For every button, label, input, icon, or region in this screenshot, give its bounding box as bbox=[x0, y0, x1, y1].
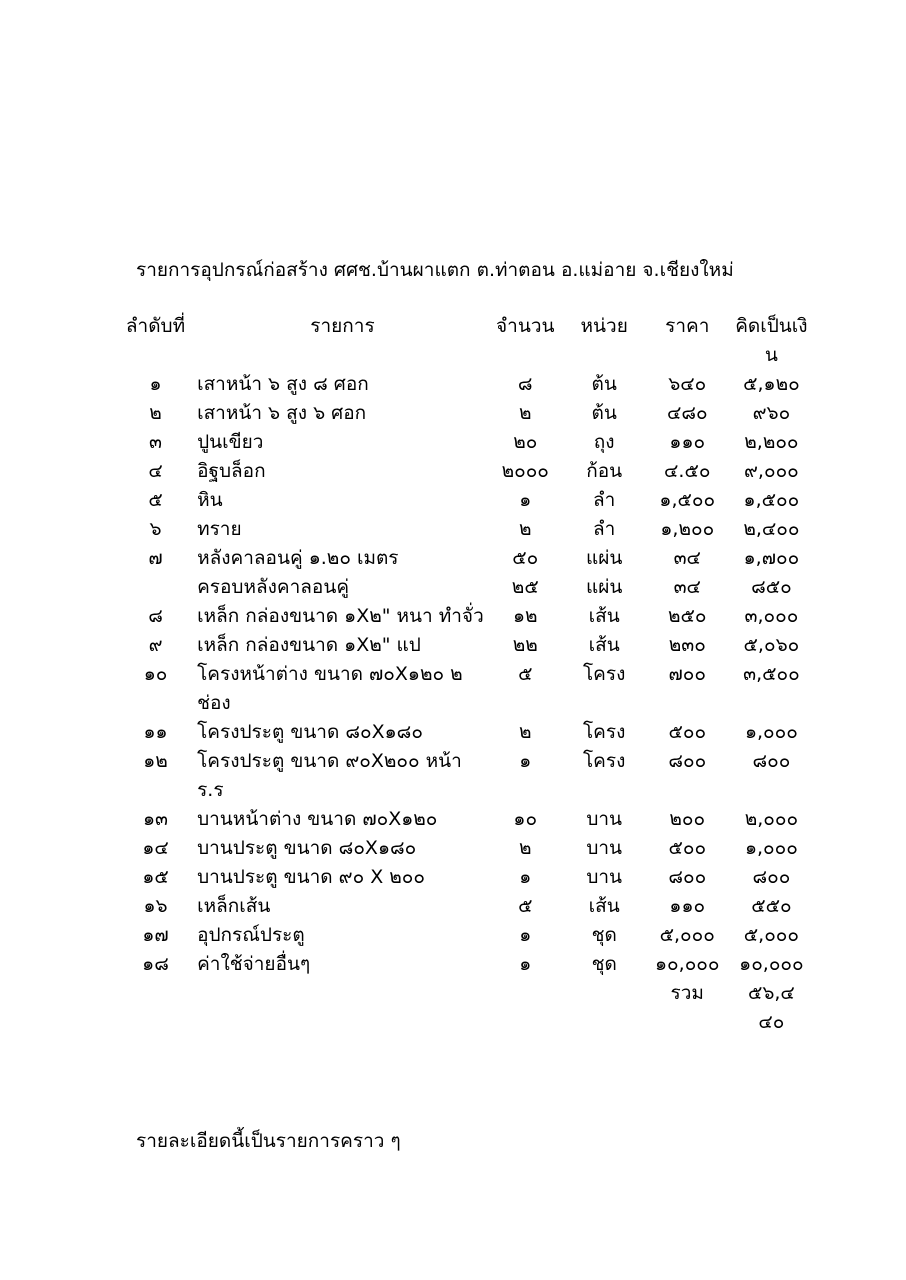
table-row bbox=[114, 660, 814, 718]
row-qty: ๒๒ bbox=[512, 634, 538, 656]
row-qty: ๕ bbox=[518, 895, 533, 917]
row-total: ๑,๕๐๐ bbox=[743, 489, 800, 511]
row-unit: ถุง bbox=[593, 431, 615, 453]
row-item: เหล็ก กล่องขนาด ๑X๒" แป bbox=[197, 634, 421, 656]
row-price: ๓๔ bbox=[673, 576, 701, 598]
row-price: ๔๘๐ bbox=[666, 402, 708, 424]
row-price: ๑๑๐ bbox=[669, 431, 706, 453]
row-unit: ชุด bbox=[591, 953, 617, 975]
row-price: ๒๓๐ bbox=[668, 634, 706, 656]
row-qty: ๒ bbox=[518, 837, 532, 859]
document-title: รายการอุปกรณ์ก่อสร้าง ศศช.บ้านผาแตก ต.ท่าตอน อ.แม่อาย จ.เชียงใหม่ bbox=[136, 259, 734, 281]
row-item: ปูนเขียว bbox=[197, 431, 264, 453]
row-number: ๒ bbox=[149, 402, 162, 424]
table-row bbox=[114, 950, 814, 979]
row-total: ๙,๐๐๐ bbox=[744, 460, 799, 482]
table-body bbox=[114, 370, 814, 979]
table-row bbox=[114, 834, 814, 863]
row-unit: ก้อน bbox=[586, 460, 623, 482]
table-row bbox=[114, 544, 814, 573]
row-number: ๑๑ bbox=[143, 721, 168, 743]
row-unit: เส้น bbox=[588, 605, 620, 627]
table-row bbox=[114, 515, 814, 544]
row-unit: โครง bbox=[582, 721, 626, 743]
row-item: อิฐบล็อก bbox=[197, 460, 266, 482]
table-row bbox=[114, 370, 814, 399]
row-total: ๑,๗๐๐ bbox=[743, 547, 800, 569]
row-total: ๒,๐๐๐ bbox=[744, 808, 799, 830]
summary-empty-cell bbox=[563, 979, 646, 1037]
row-number: ๕ bbox=[148, 489, 163, 511]
row-unit: บาน bbox=[586, 808, 623, 830]
row-total: ๓,๐๐๐ bbox=[744, 605, 799, 627]
row-qty: ๕ bbox=[518, 663, 533, 685]
header-total: คิดเป็นเงิน bbox=[735, 315, 808, 366]
row-qty: ๒ bbox=[518, 402, 532, 424]
row-number bbox=[114, 573, 197, 602]
row-item: หลังคาลอนคู่ ๑.๒๐ เมตร bbox=[197, 547, 399, 569]
table-row bbox=[114, 602, 814, 631]
row-item: เสาหน้า ๖ สูง ๘ ศอก bbox=[197, 373, 369, 395]
row-price: ๕,๐๐๐ bbox=[659, 924, 715, 946]
row-price: ๓๔ bbox=[673, 547, 701, 569]
summary-label: รวม bbox=[670, 982, 704, 1004]
row-item: อุปกรณ์ประตู bbox=[197, 924, 305, 946]
row-unit: ต้น bbox=[591, 402, 617, 424]
row-total: ๑๐,๐๐๐ bbox=[739, 953, 804, 975]
row-item: ค่าใช้จ่ายอื่นๆ bbox=[197, 953, 311, 975]
row-number: ๓ bbox=[149, 431, 163, 453]
summary-empty-cell bbox=[197, 979, 488, 1037]
row-unit: ต้น bbox=[591, 373, 617, 395]
row-qty: ๒๕ bbox=[511, 576, 539, 598]
row-number: ๙ bbox=[148, 634, 163, 656]
row-total: ๑,๐๐๐ bbox=[744, 721, 798, 743]
table-row bbox=[114, 457, 814, 486]
header-unit: หน่วย bbox=[580, 315, 628, 337]
row-qty: ๑๒ bbox=[512, 605, 538, 627]
row-number: ๑๐ bbox=[143, 663, 168, 685]
footer-note: รายละเอียดนี้เป็นรายการคราว ๆ bbox=[136, 1130, 401, 1152]
row-item: เหล็กเส้น bbox=[197, 895, 271, 917]
row-item: ทราย bbox=[197, 518, 242, 540]
table-row bbox=[114, 805, 814, 834]
materials-table bbox=[114, 312, 814, 1037]
table-row bbox=[114, 892, 814, 921]
table-row bbox=[114, 428, 814, 457]
row-total: ๓,๕๐๐ bbox=[743, 663, 800, 685]
row-price: ๘๐๐ bbox=[668, 866, 707, 888]
row-qty: ๒๐๐๐ bbox=[501, 460, 549, 482]
row-total: ๑,๐๐๐ bbox=[744, 837, 798, 859]
row-number: ๗ bbox=[148, 547, 163, 569]
table-row bbox=[114, 631, 814, 660]
row-qty: ๑ bbox=[519, 953, 532, 975]
row-total: ๒,๔๐๐ bbox=[743, 518, 800, 540]
table-row bbox=[114, 863, 814, 892]
row-item: บานประตู ขนาด ๘๐X๑๘๐ bbox=[197, 837, 417, 859]
row-qty: ๒๐ bbox=[513, 431, 538, 453]
table-row bbox=[114, 399, 814, 428]
row-price: ๑,๒๐๐ bbox=[660, 518, 715, 540]
summary-empty-cell bbox=[114, 979, 197, 1037]
row-unit: ลำ bbox=[593, 489, 616, 511]
row-unit: โครง bbox=[582, 750, 626, 772]
row-item: โครงประตู ขนาด ๘๐X๑๘๐ bbox=[197, 721, 423, 743]
row-total: ๕,๐๖๐ bbox=[743, 634, 800, 656]
row-item: โครงหน้าต่าง ขนาด ๗๐X๑๒๐ ๒ ช่อง bbox=[197, 663, 463, 714]
row-price: ๑๑๐ bbox=[669, 895, 706, 917]
row-unit: โครง bbox=[582, 663, 626, 685]
table-header-row bbox=[114, 312, 814, 370]
row-qty: ๑ bbox=[519, 489, 532, 511]
row-unit: บาน bbox=[586, 837, 623, 859]
row-unit: แผ่น bbox=[585, 547, 623, 569]
summary-empty-cell bbox=[488, 979, 563, 1037]
row-price: ๖๔๐ bbox=[668, 373, 707, 395]
row-total: ๘๐๐ bbox=[752, 750, 791, 772]
row-item: ครอบหลังคาลอนคู่ bbox=[197, 576, 350, 598]
row-number: ๑๖ bbox=[143, 895, 168, 917]
row-total: ๕,๐๐๐ bbox=[743, 924, 799, 946]
row-item: โครงประตู ขนาด ๙๐X๒๐๐ หน้า ร.ร bbox=[197, 750, 462, 801]
row-unit: ชุด bbox=[591, 924, 617, 946]
row-number: ๑๓ bbox=[143, 808, 169, 830]
row-number: ๑๔ bbox=[142, 837, 169, 859]
row-item: บานประตู ขนาด ๙๐ X ๒๐๐ bbox=[197, 866, 425, 888]
row-number: ๘ bbox=[148, 605, 163, 627]
row-unit: เส้น bbox=[588, 895, 620, 917]
row-number: ๑๒ bbox=[143, 750, 168, 772]
row-total: ๘๕๐ bbox=[751, 576, 792, 598]
row-qty: ๒ bbox=[518, 518, 532, 540]
row-number: ๖ bbox=[149, 518, 162, 540]
row-item: เหล็ก กล่องขนาด ๑X๒" หนา ทำจั่ว bbox=[197, 605, 484, 627]
row-unit: บาน bbox=[586, 866, 623, 888]
row-price: ๔.๕๐ bbox=[664, 460, 711, 482]
row-price: ๗๐๐ bbox=[668, 663, 706, 685]
row-number: ๔ bbox=[148, 460, 163, 482]
row-item: บานหน้าต่าง ขนาด ๗๐X๑๒๐ bbox=[197, 808, 438, 830]
row-total: ๙๖๐ bbox=[752, 402, 791, 424]
table-row bbox=[114, 718, 814, 747]
row-price: ๘๐๐ bbox=[668, 750, 707, 772]
row-qty: ๘ bbox=[517, 373, 533, 395]
row-qty: ๑ bbox=[519, 924, 532, 946]
header-qty: จำนวน bbox=[496, 315, 555, 337]
table-row bbox=[114, 921, 814, 950]
row-qty: ๑ bbox=[519, 866, 532, 888]
row-total: ๕๕๐ bbox=[751, 895, 792, 917]
table-row bbox=[114, 486, 814, 515]
row-item: เสาหน้า ๖ สูง ๖ ศอก bbox=[197, 402, 367, 424]
row-number: ๑๗ bbox=[142, 924, 169, 946]
row-qty: ๑๐ bbox=[513, 808, 538, 830]
row-qty: ๕๐ bbox=[512, 547, 539, 569]
row-qty: ๑ bbox=[519, 750, 532, 772]
row-number: ๑ bbox=[149, 373, 162, 395]
table-row bbox=[114, 747, 814, 805]
row-total: ๒,๒๐๐ bbox=[744, 431, 799, 453]
row-number: ๑๘ bbox=[142, 953, 169, 975]
row-price: ๒๐๐ bbox=[669, 808, 706, 830]
row-number: ๑๕ bbox=[142, 866, 169, 888]
row-total: ๕,๑๒๐ bbox=[743, 373, 800, 395]
row-item: หิน bbox=[197, 489, 223, 511]
row-qty: ๒ bbox=[518, 721, 532, 743]
row-price: ๑,๕๐๐ bbox=[659, 489, 716, 511]
header-price: ราคา bbox=[665, 315, 710, 337]
table-row bbox=[114, 573, 814, 602]
row-unit: แผ่น bbox=[585, 576, 623, 598]
row-total: ๘๐๐ bbox=[752, 866, 791, 888]
header-no: ลำดับที่ bbox=[125, 315, 186, 337]
row-price: ๒๕๐ bbox=[668, 605, 707, 627]
summary-total: ๕๖,๔๔๐ bbox=[747, 982, 795, 1033]
header-item: รายการ bbox=[310, 315, 375, 337]
summary-row bbox=[114, 979, 814, 1037]
row-price: ๕๐๐ bbox=[668, 837, 707, 859]
row-price: ๑๐,๐๐๐ bbox=[655, 953, 720, 975]
row-unit: เส้น bbox=[588, 634, 620, 656]
row-price: ๕๐๐ bbox=[668, 721, 707, 743]
row-unit: ลำ bbox=[593, 518, 616, 540]
